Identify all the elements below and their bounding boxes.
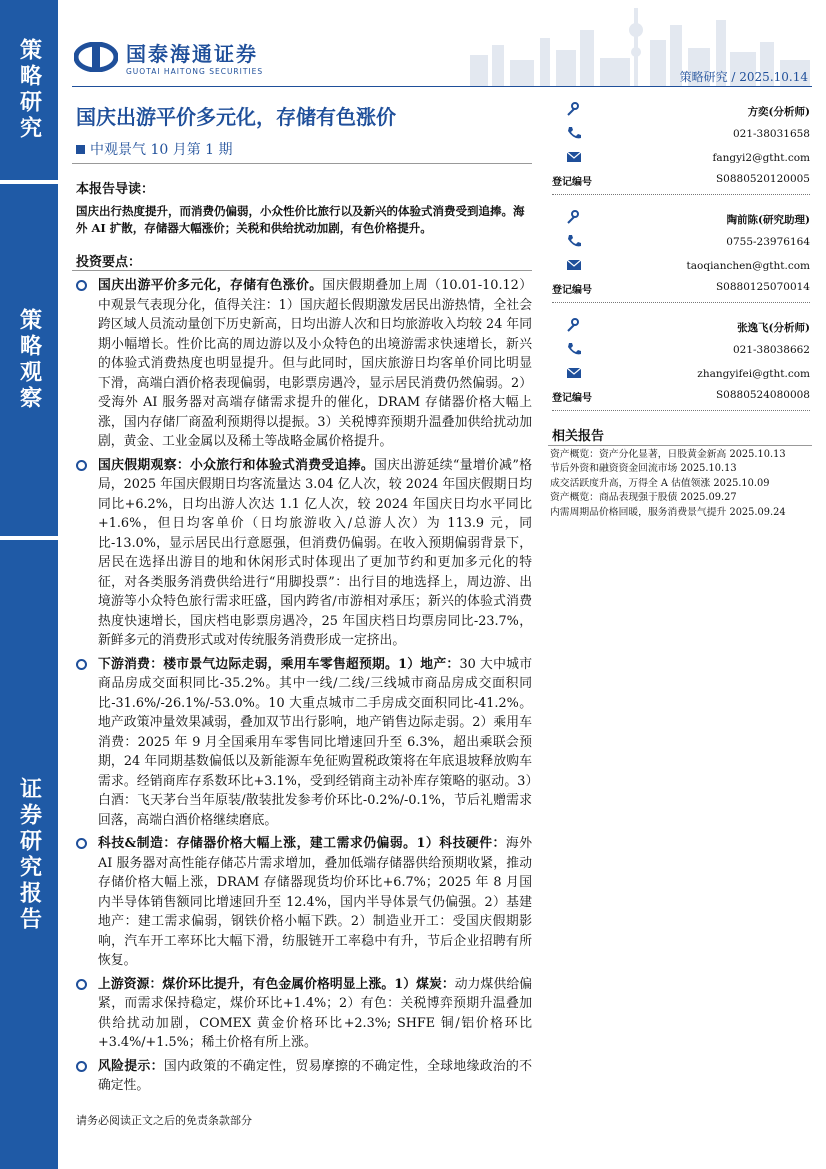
registration-number: S0880125070014 — [715, 281, 810, 293]
circle-bullet-icon — [76, 280, 87, 291]
related-report-link[interactable]: 节后外资和融资资金回流市场 2025.10.13 — [550, 463, 737, 475]
analyst-divider — [552, 194, 810, 195]
point-item — [76, 1057, 532, 1096]
header-date: 2025.10.14 — [739, 70, 808, 84]
analyst-divider — [552, 410, 810, 411]
header-category: 策略研究 — [679, 70, 728, 84]
analyst-email: fangyi2@gtht.com — [712, 152, 810, 164]
analyst-email: taoqianchen@gtht.com — [686, 260, 810, 272]
guide-text: 国庆出行热度提升，而消费仍偏弱，小众性价比旅行以及新兴的体验式消费受到追捧。海外 AI 扩散，存储器大幅涨价；关税和供给扰动加剧，有色价格提升。 — [76, 204, 525, 235]
point-body: 30 大中城市商品房成交面积同比-35.2%。其中一线/二线/三线城市商品房成交面积同比-31.6%/-26.1%/-53.0%。10 大重点城市二手房成交面积同比-41.2%。地产政策冲量效果减弱，叠加双节出行影响，地产销售边际走弱。2）乘用车消费：2025 年 9 月全国乘用车零售同比增速回升至 6.3%，超出乘联会预期，24 年同期基数偏低以及新能源车免征购置税政策将在年底退坡释放购车需求。经销商库存系数环比+3.1%，受到经销商主动补库存策略的驱动。3）白酒：飞天茅台当年原装/散装批发参考价环比-0.2%/-0.1%，节后礼赠需求回落，高端白酒价格继续磨底。 — [98, 656, 532, 828]
registration-label: 登记编号 — [552, 393, 592, 404]
person-icon — [566, 102, 582, 116]
analyst-divider — [552, 302, 810, 303]
report-subtitle-text: 中观景气 10 月第 1 期 — [90, 142, 233, 158]
person-icon — [566, 318, 582, 332]
analyst-phone: 0755-23976164 — [726, 236, 810, 248]
points-divider — [72, 270, 532, 271]
header-divider: / — [731, 70, 736, 84]
point-item — [76, 834, 532, 971]
related-report-link[interactable]: 资产概览：资产分化显著，日股黄金新高 2025.10.13 — [550, 449, 786, 460]
title-divider — [72, 163, 532, 164]
related-reports-heading: 相关报告 — [552, 429, 605, 444]
registration-label: 登记编号 — [552, 285, 592, 296]
investment-points — [76, 276, 532, 1100]
header-meta — [680, 68, 808, 85]
point-lead: 上游资源：煤价环比提升，有色金属价格明显上涨。1）煤炭： — [98, 976, 455, 992]
mail-icon — [566, 258, 582, 272]
square-bullet-icon — [76, 145, 85, 154]
brand-mark-icon — [74, 42, 118, 72]
mail-icon — [566, 366, 582, 380]
point-body: 国庆假期叠加上周（10.01-10.12）中观景气表现分化，值得关注：1）国庆超长假期激发居民出游热情，全社会跨区域人员流动量创下历史新高，日均出游人次和日均旅游收入均较 24 年同期小幅增长。性价比高的周边游以及小众特色的出境游需求快速增长，新兴的体验式消费热度也明显提升。但与此同时，国庆旅游日均客单价同比明显下滑，高端白酒价格表现偏弱，电影票房遇冷，显示居民消费仍然偏弱。2）受海外 AI 服务器对高端存储需求提升的催化，DRAM 存储器价格大幅上涨，国内存储厂商盈利预期得以提振。3）关税博弈预期升温叠加供给扰动加剧，黄金、工业金属以及稀土等战略金属价格提升。 — [98, 278, 533, 449]
point-body: 动力煤供给偏紧，而需求保持稳定，煤价环比+1.4%；2）有色：关税博弈预期升温叠加供给扰动加剧，COMEX 黄金价格环比+2.3%; SHFE 铜/铝价格环比+3.4%/+1.5%；稀土价格有所上涨。 — [98, 976, 533, 1050]
sidebar-section-securities-report: 证券研究报告 — [0, 540, 58, 1169]
circle-bullet-icon — [76, 460, 87, 471]
points-heading: 投资要点： — [76, 255, 142, 270]
report-title: 国庆出游平价多元化，存储有色涨价 — [76, 105, 396, 129]
circle-bullet-icon — [76, 659, 87, 670]
related-divider — [548, 445, 812, 446]
analyst-card — [552, 208, 810, 316]
circle-bullet-icon — [76, 1061, 87, 1072]
sidebar-section-strategy-observation: 策略观察 — [0, 184, 58, 536]
sidebar-section-strategy-research: 策略研究 — [0, 0, 58, 180]
point-lead: 下游消费：楼市景气边际走弱，乘用车零售超预期。1）地产： — [98, 656, 460, 672]
related-reports-list — [550, 448, 812, 520]
related-report-link[interactable]: 成交活跃度升高，万得全 A 估值领涨 2025.10.09 — [550, 477, 770, 489]
analyst-phone: 021-38038662 — [732, 344, 810, 356]
point-item — [76, 276, 532, 452]
mail-icon — [566, 150, 582, 164]
analyst-email: zhangyifei@gtht.com — [697, 368, 810, 380]
report-subtitle — [76, 139, 233, 159]
point-item — [76, 655, 532, 831]
analyst-name: 陶前陈(研究助理) — [726, 214, 810, 226]
analyst-card — [552, 100, 810, 208]
point-lead: 科技&制造：存储器价格大幅上涨，建工需求仍偏弱。1）科技硬件： — [98, 836, 506, 851]
phone-icon — [566, 342, 582, 356]
analyst-phone: 021-38031658 — [732, 128, 810, 140]
brand-logo — [74, 38, 263, 76]
phone-icon — [566, 126, 582, 140]
analyst-name: 方奕(分析师) — [747, 106, 810, 118]
phone-icon — [566, 234, 582, 248]
disclaimer-footer: 请务必阅读正文之后的免责条款部分 — [76, 1114, 252, 1127]
person-icon — [566, 210, 582, 224]
registration-label: 登记编号 — [552, 177, 592, 188]
analyst-panel — [552, 100, 810, 424]
registration-number: S0880520120005 — [715, 173, 810, 185]
point-lead: 国庆假期观察：小众旅行和体验式消费受追捧。 — [98, 457, 374, 473]
circle-bullet-icon — [76, 979, 87, 990]
point-body: 海外 AI 服务器对高性能存储芯片需求增加，叠加低端存储器供给预期收紧，推动存储价格大幅上涨，DRAM 存储器现货均价环比+6.7%；2025 年 8 月国内半导体销售额同比增速回升至 12.4%，国内半导体景气仍偏强。2）基建地产：建工需求偏弱，钢铁价格小幅下跌。2）制造业开工：受国庆假期影响，汽车开工率环比大幅下滑，纺服链开工率稳中有升，节后企业招聘有所恢复。 — [98, 836, 532, 968]
related-report-link[interactable]: 资产概览：商品表现强于股债 2025.09.27 — [550, 492, 737, 504]
guide-heading: 本报告导读： — [76, 182, 155, 197]
brand-name-cn: 国泰海通证券 — [126, 42, 258, 66]
registration-number: S0880524080008 — [715, 389, 810, 401]
related-report-link[interactable]: 内需周期品价格回暖，服务消费景气提升 2025.09.24 — [550, 506, 786, 518]
circle-bullet-icon — [76, 838, 87, 849]
point-item — [76, 975, 532, 1053]
analyst-card — [552, 316, 810, 424]
point-body: 国内政策的不确定性，贸易摩擦的不确定性，全球地缘政治的不确定性。 — [98, 1058, 533, 1093]
analyst-name: 张逸飞(分析师) — [737, 322, 810, 334]
brand-name-en: GUOTAI HAITONG SECURITIES — [126, 67, 264, 76]
point-lead: 风险提示： — [98, 1058, 164, 1074]
point-lead: 国庆出游平价多元化，存储有色涨价。 — [98, 278, 323, 293]
point-item — [76, 456, 532, 651]
header-divider-line — [72, 86, 812, 87]
point-body: 国庆出游延续“量增价减”格局，2025 年国庆假期日均客流量达 3.04 亿人次，较 2024 年国庆假期日均同比+6.2%，日均出游人次达 1.1 亿人次，较 2024 年国庆日均水平同比+1.6%，但日均客单价（日均旅游收入/总游人次）为 113.9 元，同比-13.0%，显示居民出行意愿强，但消费仍偏弱。在收入预期偏弱背景下，居民在选择出游目的地和休闲形式时体现出了更加节约和更加多元化的特征，对各类服务消费供给进行“用脚投票”：出行目的地选择上，周边游、出境游等小众特色旅行需求旺盛，国内跨省/市游相对承压；新兴的体验式消费热度快速增长，国庆档电影票房遇冷，25 年国庆档日均票房同比-23.7%，新鲜多元的消费形式或对传统服务消费形成一定挤出。 — [98, 457, 532, 648]
